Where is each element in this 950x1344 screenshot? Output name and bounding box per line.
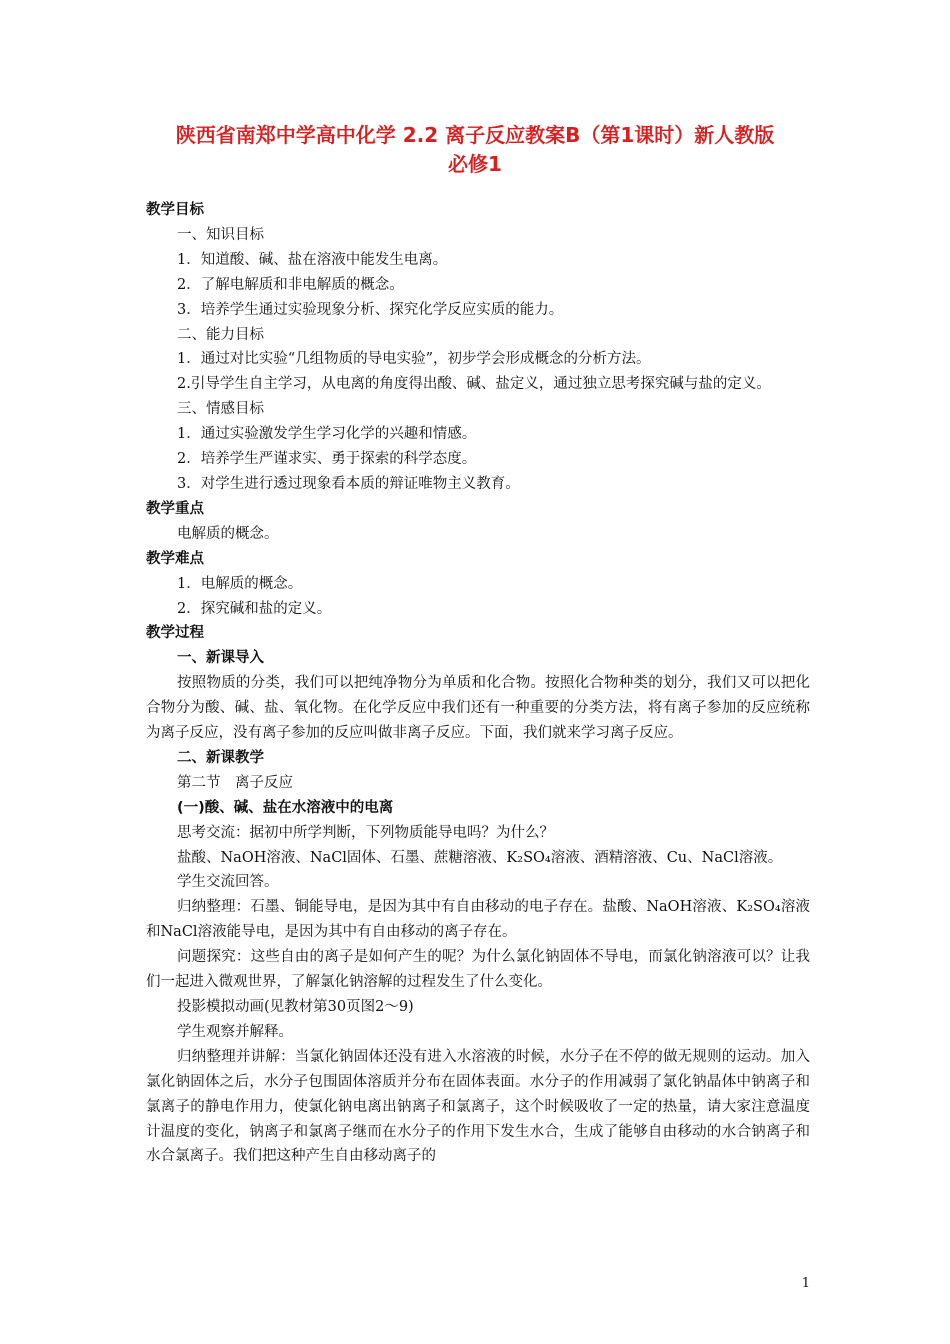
paragraph: 学生交流回答。: [177, 874, 279, 891]
list-item: 1．电解质的概念。: [177, 575, 303, 592]
subsection-heading: 一、知识目标: [177, 226, 264, 243]
page-number: 1: [801, 1276, 810, 1291]
list-item: 3．培养学生通过实验现象分析、探究化学反应实质的能力。: [177, 301, 564, 318]
paragraph: 问题探究：这些自由的离子是如何产生的呢？为什么氯化钠固体不导电，而氯化钠溶液可以？让我们一起进入微观世界，了解氯化钠溶解的过程发生了什么变化。: [146, 949, 810, 991]
section-heading: 教学难点: [146, 550, 204, 567]
paragraph: 电解质的概念。: [177, 525, 279, 542]
subsection-heading: 三、情感目标: [177, 401, 264, 418]
section-heading: 教学重点: [146, 500, 204, 517]
paragraph: 归纳整理并讲解：当氯化钠固体还没有进入水溶液的时候，水分子在不停的做无规则的运动。加入氯化钠固体之后，水分子包围固体溶质并分布在固体表面。水分子的作用减弱了氯化钠晶体中钠离子和氯离子的静电作用力，使氯化钠电离出钠离子和氯离子，这个时候吸收了一定的热量，请大家注意温度计温度的变化，钠离子和氯离子继而在水分子的作用下发生水合，生成了能够自由移动的水合钠离子和水合氯离子。我们把这种产生自由移动离子的: [146, 1048, 810, 1165]
title-line-2: 必修1: [448, 152, 502, 176]
subsection-heading: (一)酸、碱、盐在水溶液中的电离: [177, 799, 394, 816]
list-item: 2．探究碱和盐的定义。: [177, 600, 332, 617]
paragraph: 思考交流：据初中所学判断，下列物质能导电吗？为什么？: [177, 824, 554, 841]
document-title: [130, 121, 820, 179]
subsection-heading: 二、新课教学: [177, 749, 264, 766]
title-line-1: 陕西省南郑中学高中化学 2.2 离子反应教案B（第1课时）新人教版: [175, 123, 775, 147]
list-item: 1．通过对比实验“几组物质的导电实验”，初步学会形成概念的分析方法。: [177, 351, 651, 368]
list-item: 2．了解电解质和非电解质的概念。: [177, 276, 404, 293]
subsection-heading: 一、新课导入: [177, 650, 264, 667]
paragraph: 归纳整理：石墨、铜能导电，是因为其中有自由移动的电子存在。盐酸、NaOH溶液、K₂SO₄溶液和NaCl溶液能导电，是因为其中有自由移动的离子存在。: [146, 899, 810, 941]
list-item: 2．培养学生严谨求实、勇于探索的科学态度。: [177, 451, 477, 468]
paragraph: 按照物质的分类，我们可以把纯净物分为单质和化合物。按照化合物种类的划分，我们又可以把化合物分为酸、碱、盐、氧化物。在化学反应中我们还有一种重要的分类方法，将有离子参加的反应统称为离子反应，没有离子参加的反应叫做非离子反应。下面，我们就来学习离子反应。: [146, 675, 810, 742]
list-item: 1．知道酸、碱、盐在溶液中能发生电离。: [177, 251, 448, 268]
list-item: 3．对学生进行透过现象看本质的辩证唯物主义教育。: [177, 475, 520, 492]
list-item: 2.引导学生自主学习，从电离的角度得出酸、碱、盐定义，通过独立思考探究碱与盐的定义。: [177, 376, 771, 393]
paragraph: 第二节 离子反应: [177, 774, 293, 791]
section-heading: 教学目标: [146, 202, 204, 218]
paragraph: 投影模拟动画(见教材第30页图2～9): [177, 999, 414, 1015]
paragraph: 盐酸、NaOH溶液、NaCl固体、石墨、蔗糖溶液、K₂SO₄溶液、酒精溶液、Cu、NaCl溶液。: [177, 849, 783, 866]
list-item: 1．通过实验激发学生学习化学的兴趣和情感。: [177, 426, 477, 443]
document-body: [146, 198, 810, 1169]
paragraph: 学生观察并解释。: [177, 1023, 293, 1040]
subsection-heading: 二、能力目标: [177, 326, 264, 343]
section-heading: 教学过程: [146, 625, 204, 642]
